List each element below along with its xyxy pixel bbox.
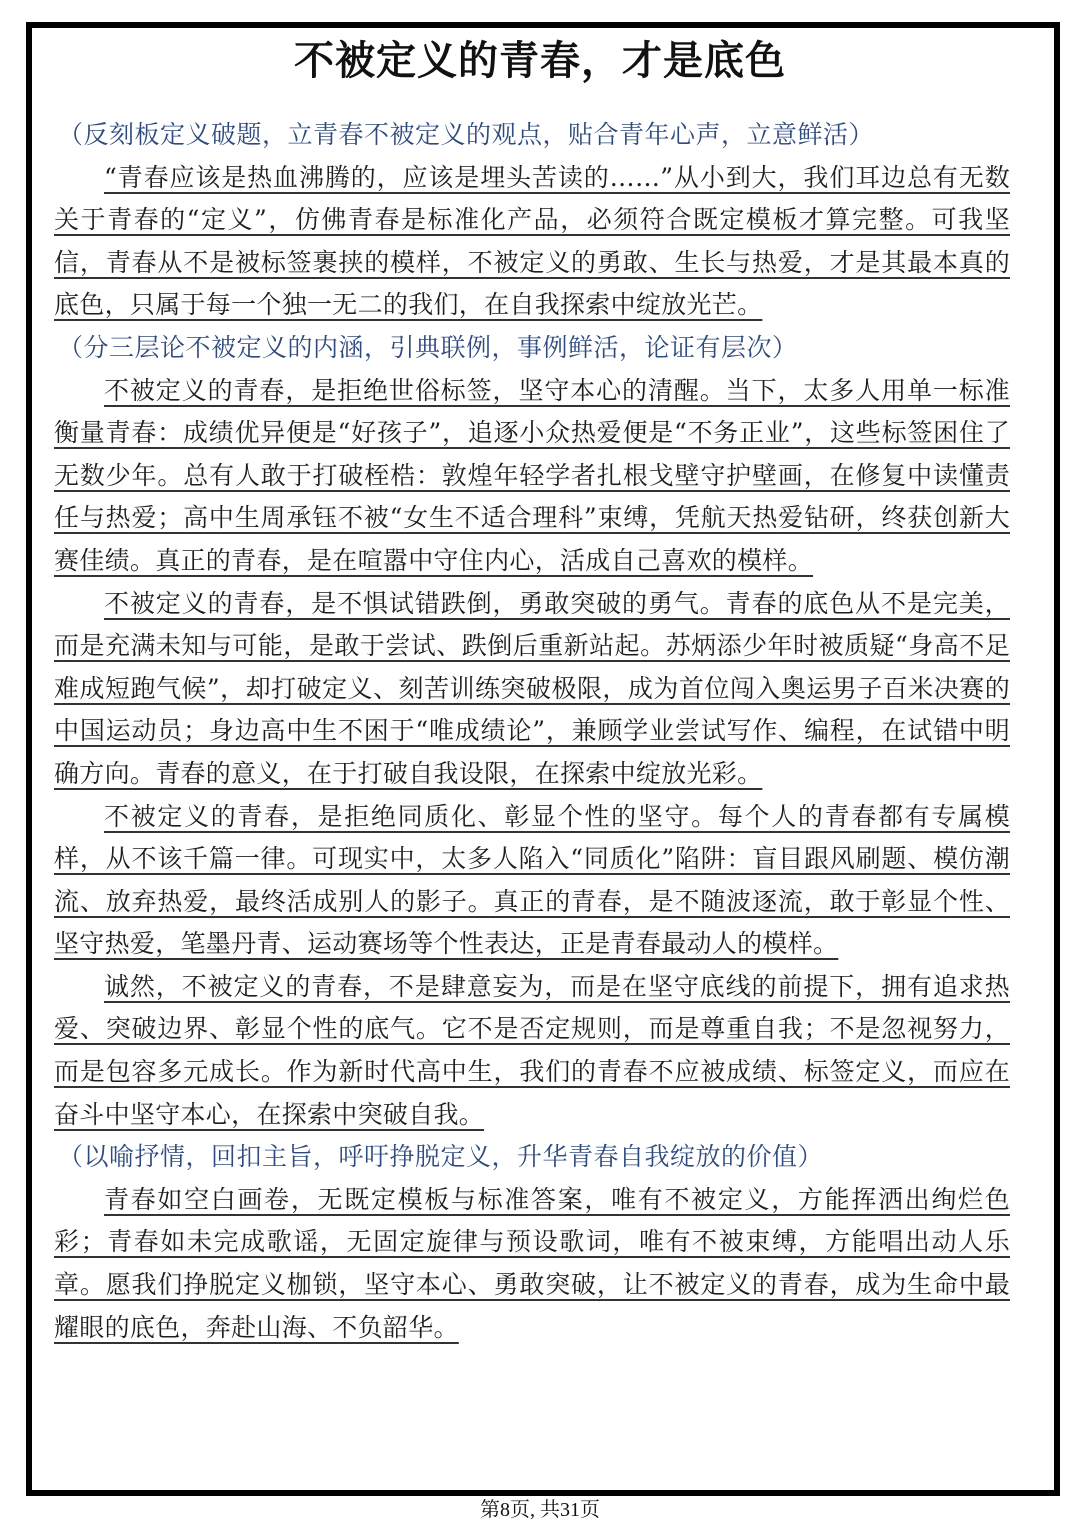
paragraph-text: 不被定义的青春，是不惧试错跌倒，勇敢突破的勇气。青春的底色从不是完美，而是充满未知与可能，是敢于尝试、跌倒后重新站起。苏炳添少年时被质疑“身高不足难成短跑气候”，却打破定义、刻苦训练突破极限，成为首位闯入奥运男子百米决赛的中国运动员；身边高中生不困于“唯成绩论”，兼顾学业尝试写作、编程，在试错中明确方向。青春的意义，在于打破自我设限，在探索中绽放光彩。 [54, 588, 1010, 788]
essay-title: 不被定义的青春，才是底色 [294, 37, 786, 84]
paragraph-body-3 [54, 796, 1010, 966]
paragraph-text: “青春应该是热血沸腾的，应该是埋头苦读的……”从小到大，我们耳边总有无数关于青春的“定义”，仿佛青春是标准化产品，必须符合既定模板才算完整。可我坚信，青春从不是被标签裹挟的模样，不被定义的勇敢、生长与热爱，才是其最本真的底色，只属于每一个独一无二的我们，在自我探索中绽放光芒。 [54, 162, 1010, 320]
paragraph-text: 诚然，不被定义的青春，不是肆意妄为，而是在坚守底线的前提下，拥有追求热爱、突破边界、彰显个性的底气。它不是否定规则，而是尊重自我；不是忽视努力，而是包容多元成长。作为新时代高中生，我们的青春不应被成绩、标签定义，而应在奋斗中坚守本心，在探索中突破自我。 [54, 971, 1010, 1129]
paragraph-body-2 [54, 583, 1010, 796]
paragraph-body-4 [54, 966, 1010, 1136]
paragraph-text: 青春如空白画卷，无既定模板与标准答案，唯有不被定义，方能挥洒出绚烂色彩；青春如未完成歌谣，无固定旋律与预设歌词，唯有不被束缚，方能唱出动人乐章。愿我们挣脱定义枷锁，坚守本心、勇敢突破，让不被定义的青春，成为生命中最耀眼的底色，奔赴山海、不负韶华。 [54, 1184, 1010, 1342]
annotation-body: （分三层论不被定义的内涵，引典联例，事例鲜活，论证有层次） [58, 332, 798, 362]
paragraph-intro [54, 157, 1010, 327]
paragraph-conclusion [54, 1179, 1010, 1349]
essay-body [54, 114, 1010, 1349]
paragraph-body-1 [54, 370, 1010, 583]
annotation-conclusion: （以喻抒情，回扣主旨，呼吁挣脱定义，升华青春自我绽放的价值） [58, 1142, 824, 1172]
page-number: 第8页, 共31页 [480, 1499, 600, 1521]
paragraph-text: 不被定义的青春，是拒绝同质化、彰显个性的坚守。每个人的青春都有专属模样，从不该千篇一律。可现实中，太多人陷入“同质化”陷阱：盲目跟风刷题、模仿潮流、放弃热爱，最终活成别人的影子。真正的青春，是不随波逐流，敢于彰显个性、坚守热爱，笔墨丹青、运动赛场等个性表达，正是青春最动人的模样。 [54, 801, 1010, 959]
paragraph-text: 不被定义的青春，是拒绝世俗标签，坚守本心的清醒。当下，太多人用单一标准衡量青春：成绩优异便是“好孩子”，追逐小众热爱便是“不务正业”，这些标签困住了无数少年。总有人敢于打破桎梏：敦煌年轻学者扎根戈壁守护壁画，在修复中读懂责任与热爱；高中生周承钰不被“女生不适合理科”束缚，凭航天热爱钻研，终获创新大赛佳绩。真正的青春，是在喧嚣中守住内心，活成自己喜欢的模样。 [54, 375, 1010, 575]
annotation-intro: （反刻板定义破题，立青春不被定义的观点，贴合青年心声，立意鲜活） [58, 120, 875, 149]
